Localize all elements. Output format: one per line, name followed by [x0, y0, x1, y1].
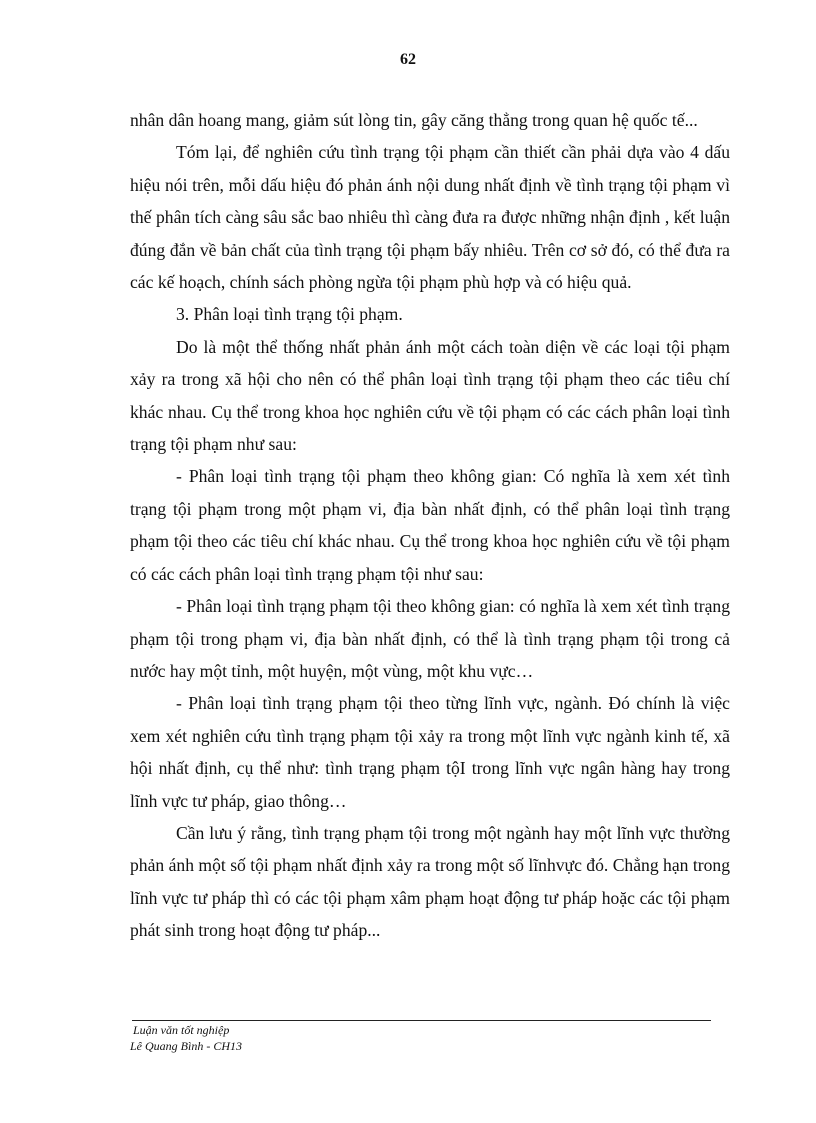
section-heading: 3. Phân loại tình trạng tội phạm.: [176, 304, 403, 325]
document-body: [130, 104, 730, 947]
list-item-sector-classification: - Phân loại tình trạng phạm tội theo từng lĩnh vực, ngành. Đó chính là việc xem xét nghiên cứu tình trạng phạm tội xảy ra trong một lĩnh vực ngành kinh tế, xã hội nhất định, cụ thể như: tình trạng phạm tộI trong lĩnh vực ngân hàng hay trong lĩnh vực tư pháp, giao thông…: [130, 693, 730, 811]
list-item-space-classification: - Phân loại tình trạng tội phạm theo không gian: Có nghĩa là xem xét tình trạng tội phạm trong một phạm vi, địa bàn nhất định, có thể phân loại tình trạng phạm tội theo các tiêu chí khác nhau. Cụ thể trong khoa học nghiên cứu về tội phạm có các cách phân loại tình trạng phạm tội như sau:: [130, 466, 730, 584]
paragraph-note: Cần lưu ý rằng, tình trạng phạm tội trong một ngành hay một lĩnh vực thường phản ánh một số tội phạm nhất định xảy ra trong một số lĩnhvực đó. Chẳng hạn trong lĩnh vực tư pháp thì có các tội phạm xâm phạm hoạt động tư pháp hoặc các tội phạm phát sinh trong hoạt động tư pháp...: [130, 822, 730, 941]
page-number: 62: [400, 51, 416, 68]
paragraph-intro-classification: Do là một thể thống nhất phản ánh một cách toàn diện về các loại tội phạm xảy ra trong xã hội cho nên có thể phân loại tình trạng tội phạm theo các tiêu chí khác nhau. Cụ thể trong khoa học nghiên cứu về tội phạm có các cách phân loại tình trạng tội phạm như sau:: [130, 336, 730, 455]
footer-divider: [132, 1020, 711, 1021]
paragraph-continuation: nhân dân hoang mang, giảm sút lòng tin, gây căng thẳng trong quan hệ quốc tế...: [130, 110, 698, 130]
footer-author: Lê Quang Bình - CH13: [130, 1039, 242, 1053]
list-item-space-classification-2: - Phân loại tình trạng phạm tội theo không gian: có nghĩa là xem xét tình trạng phạm tội trong phạm vi, địa bàn nhất định, có thể là tình trạng phạm tội trong cả nước hay một tỉnh, một huyện, một vùng, một khu vực…: [130, 596, 730, 681]
footer-thesis-label: Luận văn tốt nghiệp: [133, 1023, 230, 1037]
footer: [130, 1022, 242, 1054]
paragraph-summary: Tóm lại, để nghiên cứu tình trạng tội phạm cần thiết cần phải dựa vào 4 dấu hiệu nói trên, mỗi dấu hiệu đó phản ánh nội dung nhất định về tình trạng tội phạm vì thế phân tích càng sâu sắc bao nhiêu thì càng đưa ra được những nhận định , kết luận đúng đắn về bản chất của tình trạng tội phạm bấy nhiêu. Trên cơ sở đó, có thể đưa ra các kế hoạch, chính sách phòng ngừa tội phạm phù hợp và có hiệu quả.: [130, 142, 730, 293]
